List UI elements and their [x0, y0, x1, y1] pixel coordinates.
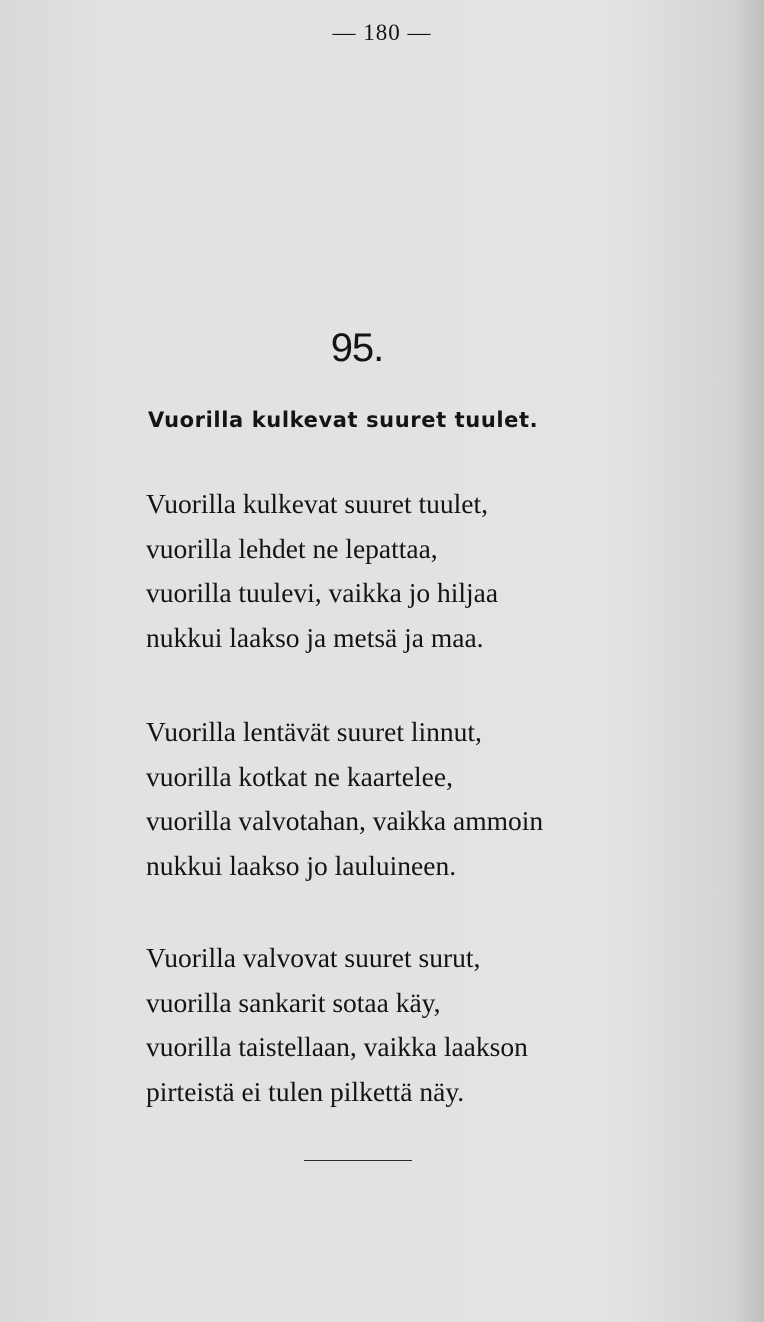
stanza-2 [146, 710, 543, 888]
poem-line: vuorilla sankarit sotaa käy, [146, 986, 441, 1018]
poem-title: Vuorilla kulkevat suuret tuulet. [148, 408, 539, 432]
poem-line: nukkui laakso jo lauluineen. [146, 849, 457, 881]
poem-number: 95. [330, 326, 384, 370]
poem-line: pirteistä ei tulen pilkettä näy. [146, 1075, 465, 1107]
poem-line: vuorilla kotkat ne kaartelee, [146, 760, 453, 792]
poem-line: Vuorilla valvovat suuret surut, [146, 942, 481, 973]
stanza-1 [146, 482, 498, 660]
page-number: — 180 — [332, 20, 432, 45]
stanza-3 [146, 936, 528, 1114]
poem-line: vuorilla tuulevi, vaikka jo hiljaa [146, 577, 499, 608]
poem-line: vuorilla lehdet ne lepattaa, [146, 532, 438, 564]
poem-line: nukkui laakso ja metsä ja maa. [146, 621, 484, 653]
poem-line: vuorilla valvotahan, vaikka ammoin [146, 805, 544, 836]
poem-line: Vuorilla kulkevat suuret tuulet, [146, 488, 489, 519]
end-rule [304, 1160, 412, 1161]
poem-line: vuorilla taistellaan, vaikka laakson [146, 1031, 528, 1062]
poem-line: Vuorilla lentävät suuret linnut, [146, 716, 482, 747]
